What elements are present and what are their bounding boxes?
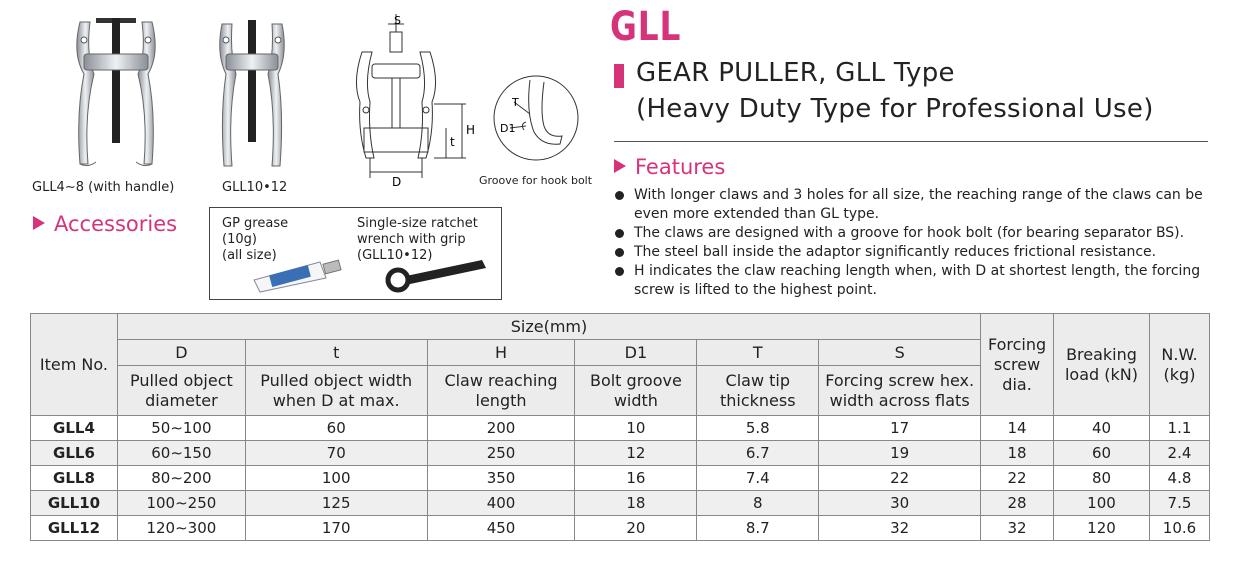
item-no-cell: GLL10 [31, 491, 118, 516]
col-desc-t: Pulled object width when D at max. [245, 366, 427, 416]
features-list [614, 186, 1214, 300]
table-row [31, 441, 1210, 466]
size-header: Size(mm) [117, 314, 980, 340]
table-cell: 200 [427, 416, 575, 441]
caption-no-handle: GLL10•12 [222, 180, 288, 195]
table-cell: 2.4 [1149, 441, 1209, 466]
table-cell: 250 [427, 441, 575, 466]
table-row [31, 516, 1210, 541]
features-heading-text: Features [635, 155, 726, 179]
col-symbol-s: S [819, 340, 981, 366]
page-title-line1: GEAR PULLER, GLL Type [636, 58, 955, 88]
breaking-load-header: Breaking load (kN) [1054, 314, 1150, 416]
col-symbol-tt: T [697, 340, 819, 366]
ratchet-wrench-icon [382, 254, 492, 298]
diagram-label-d: D [392, 175, 402, 189]
table-cell: 7.5 [1149, 491, 1209, 516]
table-cell: 80 [1054, 466, 1150, 491]
col-desc-tt: Claw tip thickness [697, 366, 819, 416]
table-cell: 12 [575, 441, 697, 466]
accessories-box [209, 207, 502, 300]
table-cell: 60∼150 [117, 441, 245, 466]
feature-item: The steel ball inside the adaptor significantly reduces frictional resistance. [614, 243, 1214, 262]
item-no-cell: GLL8 [31, 466, 118, 491]
diagram-label-T: T [512, 96, 519, 109]
table-cell: 350 [427, 466, 575, 491]
spec-table [30, 313, 1210, 541]
table-cell: 100 [1054, 491, 1150, 516]
table-cell: 125 [245, 491, 427, 516]
accessories-heading [33, 212, 177, 236]
table-cell: 80∼200 [117, 466, 245, 491]
accessories-heading-text: Accessories [54, 212, 178, 236]
triangle-right-icon [33, 216, 45, 230]
col-symbol-h: H [427, 340, 575, 366]
feature-item: The claws are designed with a groove for hook bolt (for bearing separator BS). [614, 224, 1214, 243]
table-cell: 32 [981, 516, 1054, 541]
item-no-header: Item No. [31, 314, 118, 416]
feature-item: With longer claws and 3 holes for all size, the reaching range of the claws can be even more extended than GL type. [614, 186, 1214, 224]
table-cell: 40 [1054, 416, 1150, 441]
table-cell: 22 [819, 466, 981, 491]
model-name: GLL [610, 4, 682, 50]
grease-tube-icon [250, 256, 350, 298]
table-cell: 50∼100 [117, 416, 245, 441]
col-symbol-d1: D1 [575, 340, 697, 366]
table-cell: 32 [819, 516, 981, 541]
diagram-label-h: H [466, 123, 476, 137]
features-heading [614, 155, 725, 179]
item-no-cell: GLL12 [31, 516, 118, 541]
table-cell: 18 [981, 441, 1054, 466]
diagram-label-d1: D1 [500, 122, 516, 135]
table-cell: 120∼300 [117, 516, 245, 541]
table-cell: 18 [575, 491, 697, 516]
col-symbol-d: D [117, 340, 245, 366]
title-divider [614, 141, 1208, 142]
forcing-screw-header: Forcing screw dia. [981, 314, 1054, 416]
col-desc-h: Claw reaching length [427, 366, 575, 416]
table-cell: 100∼250 [117, 491, 245, 516]
table-cell: 70 [245, 441, 427, 466]
table-cell: 10.6 [1149, 516, 1209, 541]
table-cell: 8 [697, 491, 819, 516]
title-accent-bar [614, 64, 624, 88]
triangle-right-icon [614, 159, 626, 173]
table-cell: 120 [1054, 516, 1150, 541]
table-cell: 19 [819, 441, 981, 466]
table-cell: 100 [245, 466, 427, 491]
puller-no-handle-image [212, 14, 292, 174]
accessory-grease-text: GP grease (10g) (all size) [222, 216, 289, 263]
table-cell: 14 [981, 416, 1054, 441]
item-no-cell: GLL4 [31, 416, 118, 441]
table-cell: 170 [245, 516, 427, 541]
net-weight-header: N.W. (kg) [1149, 314, 1209, 416]
diagram-label-t: t [450, 135, 455, 149]
table-cell: 17 [819, 416, 981, 441]
feature-item: H indicates the claw reaching length when, with D at shortest length, the forcing screw is lifted to the highest point. [614, 262, 1214, 300]
table-cell: 22 [981, 466, 1054, 491]
diagram-label-s: S [394, 14, 401, 27]
table-cell: 16 [575, 466, 697, 491]
table-cell: 450 [427, 516, 575, 541]
col-symbol-t: t [245, 340, 427, 366]
table-cell: 1.1 [1149, 416, 1209, 441]
table-cell: 28 [981, 491, 1054, 516]
table-cell: 60 [1054, 441, 1150, 466]
table-cell: 60 [245, 416, 427, 441]
col-desc-d: Pulled object diameter [117, 366, 245, 416]
col-desc-d1: Bolt groove width [575, 366, 697, 416]
caption-groove: Groove for hook bolt [479, 174, 593, 187]
accessory-wrench-text: Single-size ratchet wrench with grip (GLL10•12) [357, 216, 478, 263]
table-row [31, 466, 1210, 491]
caption-handle: GLL4∼8 (with handle) [32, 180, 175, 195]
table-cell: 6.7 [697, 441, 819, 466]
table-cell: 10 [575, 416, 697, 441]
table-cell: 8.7 [697, 516, 819, 541]
table-row [31, 416, 1210, 441]
table-cell: 400 [427, 491, 575, 516]
table-cell: 5.8 [697, 416, 819, 441]
table-cell: 4.8 [1149, 466, 1209, 491]
col-desc-s: Forcing screw hex. width across flats [819, 366, 981, 416]
item-no-cell: GLL6 [31, 441, 118, 466]
table-row [31, 491, 1210, 516]
table-cell: 7.4 [697, 466, 819, 491]
groove-detail-image [490, 72, 582, 172]
puller-with-handle-image [66, 14, 166, 174]
page-title-line2: (Heavy Duty Type for Professional Use) [636, 94, 1154, 124]
table-cell: 30 [819, 491, 981, 516]
table-cell: 20 [575, 516, 697, 541]
dimension-diagram [350, 12, 480, 192]
